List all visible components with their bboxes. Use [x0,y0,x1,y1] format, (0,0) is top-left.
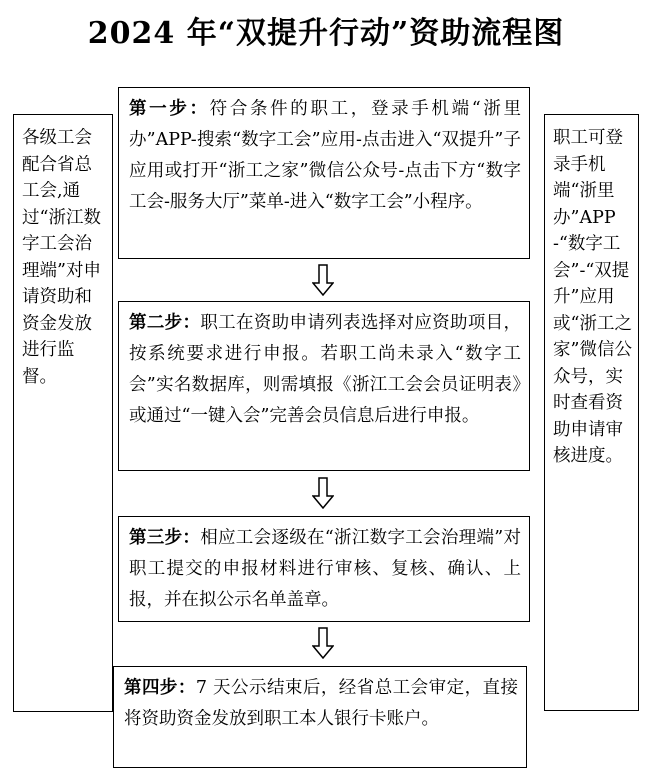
step-1-box [118,87,530,259]
step-2-text: 职工在资助申请列表选择对应资助项目，按系统要求进行申报。若职工尚未录入“数字工会”实名数据库，则需填报《浙江工会会员证明表》或通过“一键入会”完善会员信息后进行申报。 [129,313,522,426]
step-2-label: 第二步： [129,313,201,333]
step-4-text: 7 天公示结束后，经省总工会审定，直接将资助资金发放到职工本人银行卡账户。 [124,678,519,729]
right-note-text: 职工可登录手机端“浙里办”APP-“数字工会”-“双提升”应用或“浙工之家”微信公众号，实时查看资助申请审核进度。 [553,128,632,466]
down-arrow-icon [312,477,334,509]
step-3-box [118,516,530,622]
step-1-text: 符合条件的职工，登录手机端“浙里办”APP-搜索“数字工会”应用-点击进入“双提升”子应用或打开“浙工之家”微信公众号-点击下方“数字工会-服务大厅”菜单-进入“数字工会”小程序。 [129,99,522,212]
step-3-label: 第三步： [129,528,201,548]
left-note-box [13,114,113,712]
down-arrow-icon [312,264,334,296]
step-4-box [113,666,527,768]
step-1-label: 第一步： [129,99,210,119]
step-3-text: 相应工会逐级在“浙江数字工会治理端”对职工提交的申报材料进行审核、复核、确认、上报，并在拟公示名单盖章。 [129,528,521,610]
page-title: 2024 年“双提升行动”资助流程图 [87,16,565,51]
step-2-box [118,301,530,471]
step-4-label: 第四步： [124,678,196,698]
left-note-text: 各级工会配合省总工会,通过“浙江数字工会治理端”对申请资助和资金发放进行监督。 [22,128,101,387]
down-arrow-icon [312,627,334,659]
right-note-box [544,114,639,711]
